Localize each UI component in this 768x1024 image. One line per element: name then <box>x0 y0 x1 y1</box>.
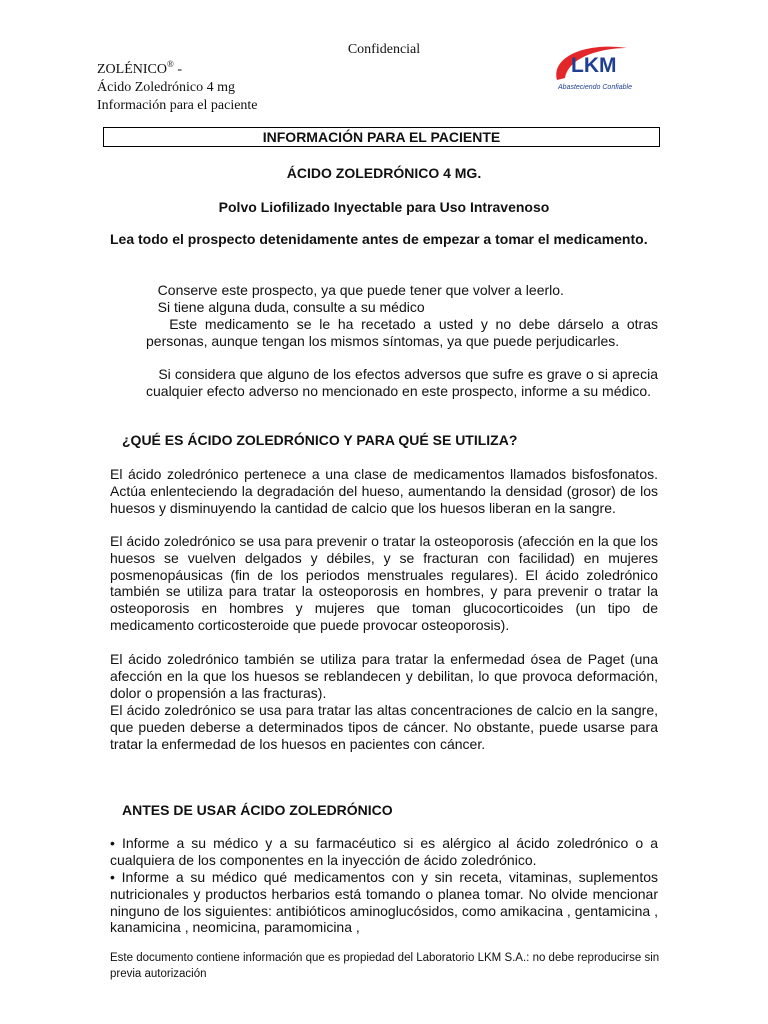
intro-item <box>146 299 658 316</box>
bullet-item: • Informe a su médico y a su farmacéutico si es alérgico al ácido zoledrónico o a cualquiera de los componentes en la inyección de ácido zoledrónico. <box>110 835 658 868</box>
intro-item-text: Conserve este prospecto, ya que puede tener que volver a leerlo. <box>157 282 564 298</box>
intro-item <box>146 282 658 299</box>
logo-text: LKM <box>571 54 617 77</box>
bullet-item: • Informe a su médico qué medicamentos con y sin receta, vitaminas, suplementos nutricionales y productos herbarios está tomando o planea tomar. No olvide mencionar ninguno de los siguientes: antibióticos aminoglucósidos, como amikacina , gentamicina , kanamicina , neomicina, paramomicina , <box>110 869 658 936</box>
intro-item-text: Si considera que alguno de los efectos adversos que sufre es grave o si aprecia cualquier efecto adverso no mencionado en este prospecto, informe a su médico. <box>146 366 658 399</box>
section-heading: ¿QUÉ ES ÁCIDO ZOLEDRÓNICO Y PARA QUÉ SE UTILIZA? <box>122 432 518 448</box>
body-paragraph: El ácido zoledrónico también se utiliza para tratar la enfermedad ósea de Paget (una afección en la que los huesos se reblandecen y debilitan, lo que provoca deformación, dolor o propensión a las fracturas). <box>110 651 658 701</box>
intro-lead: Lea todo el prospecto detenidamente antes de empezar a tomar el medicamento. <box>110 231 648 247</box>
body-paragraph: El ácido zoledrónico pertenece a una clase de medicamentos llamados bisfosfonatos. Actúa enlenteciendo la degradación del hueso, aumentando la densidad (grosor) de los huesos y disminuyendo la cantidad de calcio que los huesos liberan en la sangre. <box>110 466 658 516</box>
footer-disclaimer: Este documento contiene información que es propiedad del Laboratorio LKM S.A.: no debe reproducirse sin previa autorización <box>110 952 660 980</box>
body-paragraph: El ácido zoledrónico se usa para prevenir o tratar la osteoporosis (afección en la que los huesos se vuelven delgados y débiles, y se fracturan con facilidad) en mujeres posmenopáusicas (fin de los periodos menstruales regulares). El ácido zoledrónico también se utiliza para tratar la osteoporosis en hombres, y para prevenir o tratar la osteoporosis en hombres y mujeres que toman glucocorticoides (un tipo de medicamento corticosteroide que puede provocar osteoporosis). <box>110 533 658 633</box>
header-product-block <box>97 55 258 115</box>
registered-mark: ® <box>167 59 174 69</box>
body-paragraph: El ácido zoledrónico se usa para tratar las altas concentraciones de calcio en la sangre, que pueden deberse a determinados tipos de cáncer. No obstante, puede usarse para tratar la enfermedad de los huesos en pacientes con cáncer. <box>110 702 658 752</box>
title-box: INFORMACIÓN PARA EL PACIENTE <box>103 127 660 147</box>
intro-item-text: Si tiene alguna duda, consulte a su médico <box>157 299 425 315</box>
product-name: ZOLÉNICO <box>97 62 167 77</box>
product-dash: - <box>173 62 183 77</box>
logo-tagline: Abasteciendo Confiable <box>558 84 632 91</box>
section-heading: ANTES DE USAR ÁCIDO ZOLEDRÓNICO <box>122 802 393 818</box>
dosage-form: Polvo Liofilizado Inyectable para Uso Intravenoso <box>218 199 550 215</box>
confidential-label: Confidencial <box>347 42 421 57</box>
product-name-line <box>97 55 258 79</box>
product-subtitle: Ácido Zoledrónico 4 mg <box>97 80 236 95</box>
intro-item <box>146 316 658 350</box>
product-doc-type: Información para el paciente <box>97 98 258 113</box>
intro-item <box>146 366 658 400</box>
intro-item-text: Este medicamento se le ha recetado a usted y no debe dárselo a otras personas, aunque tengan los mismos síntomas, ya que puede perjudicarles. <box>146 316 659 349</box>
drug-title: ÁCIDO ZOLEDRÓNICO 4 MG. <box>286 165 482 181</box>
